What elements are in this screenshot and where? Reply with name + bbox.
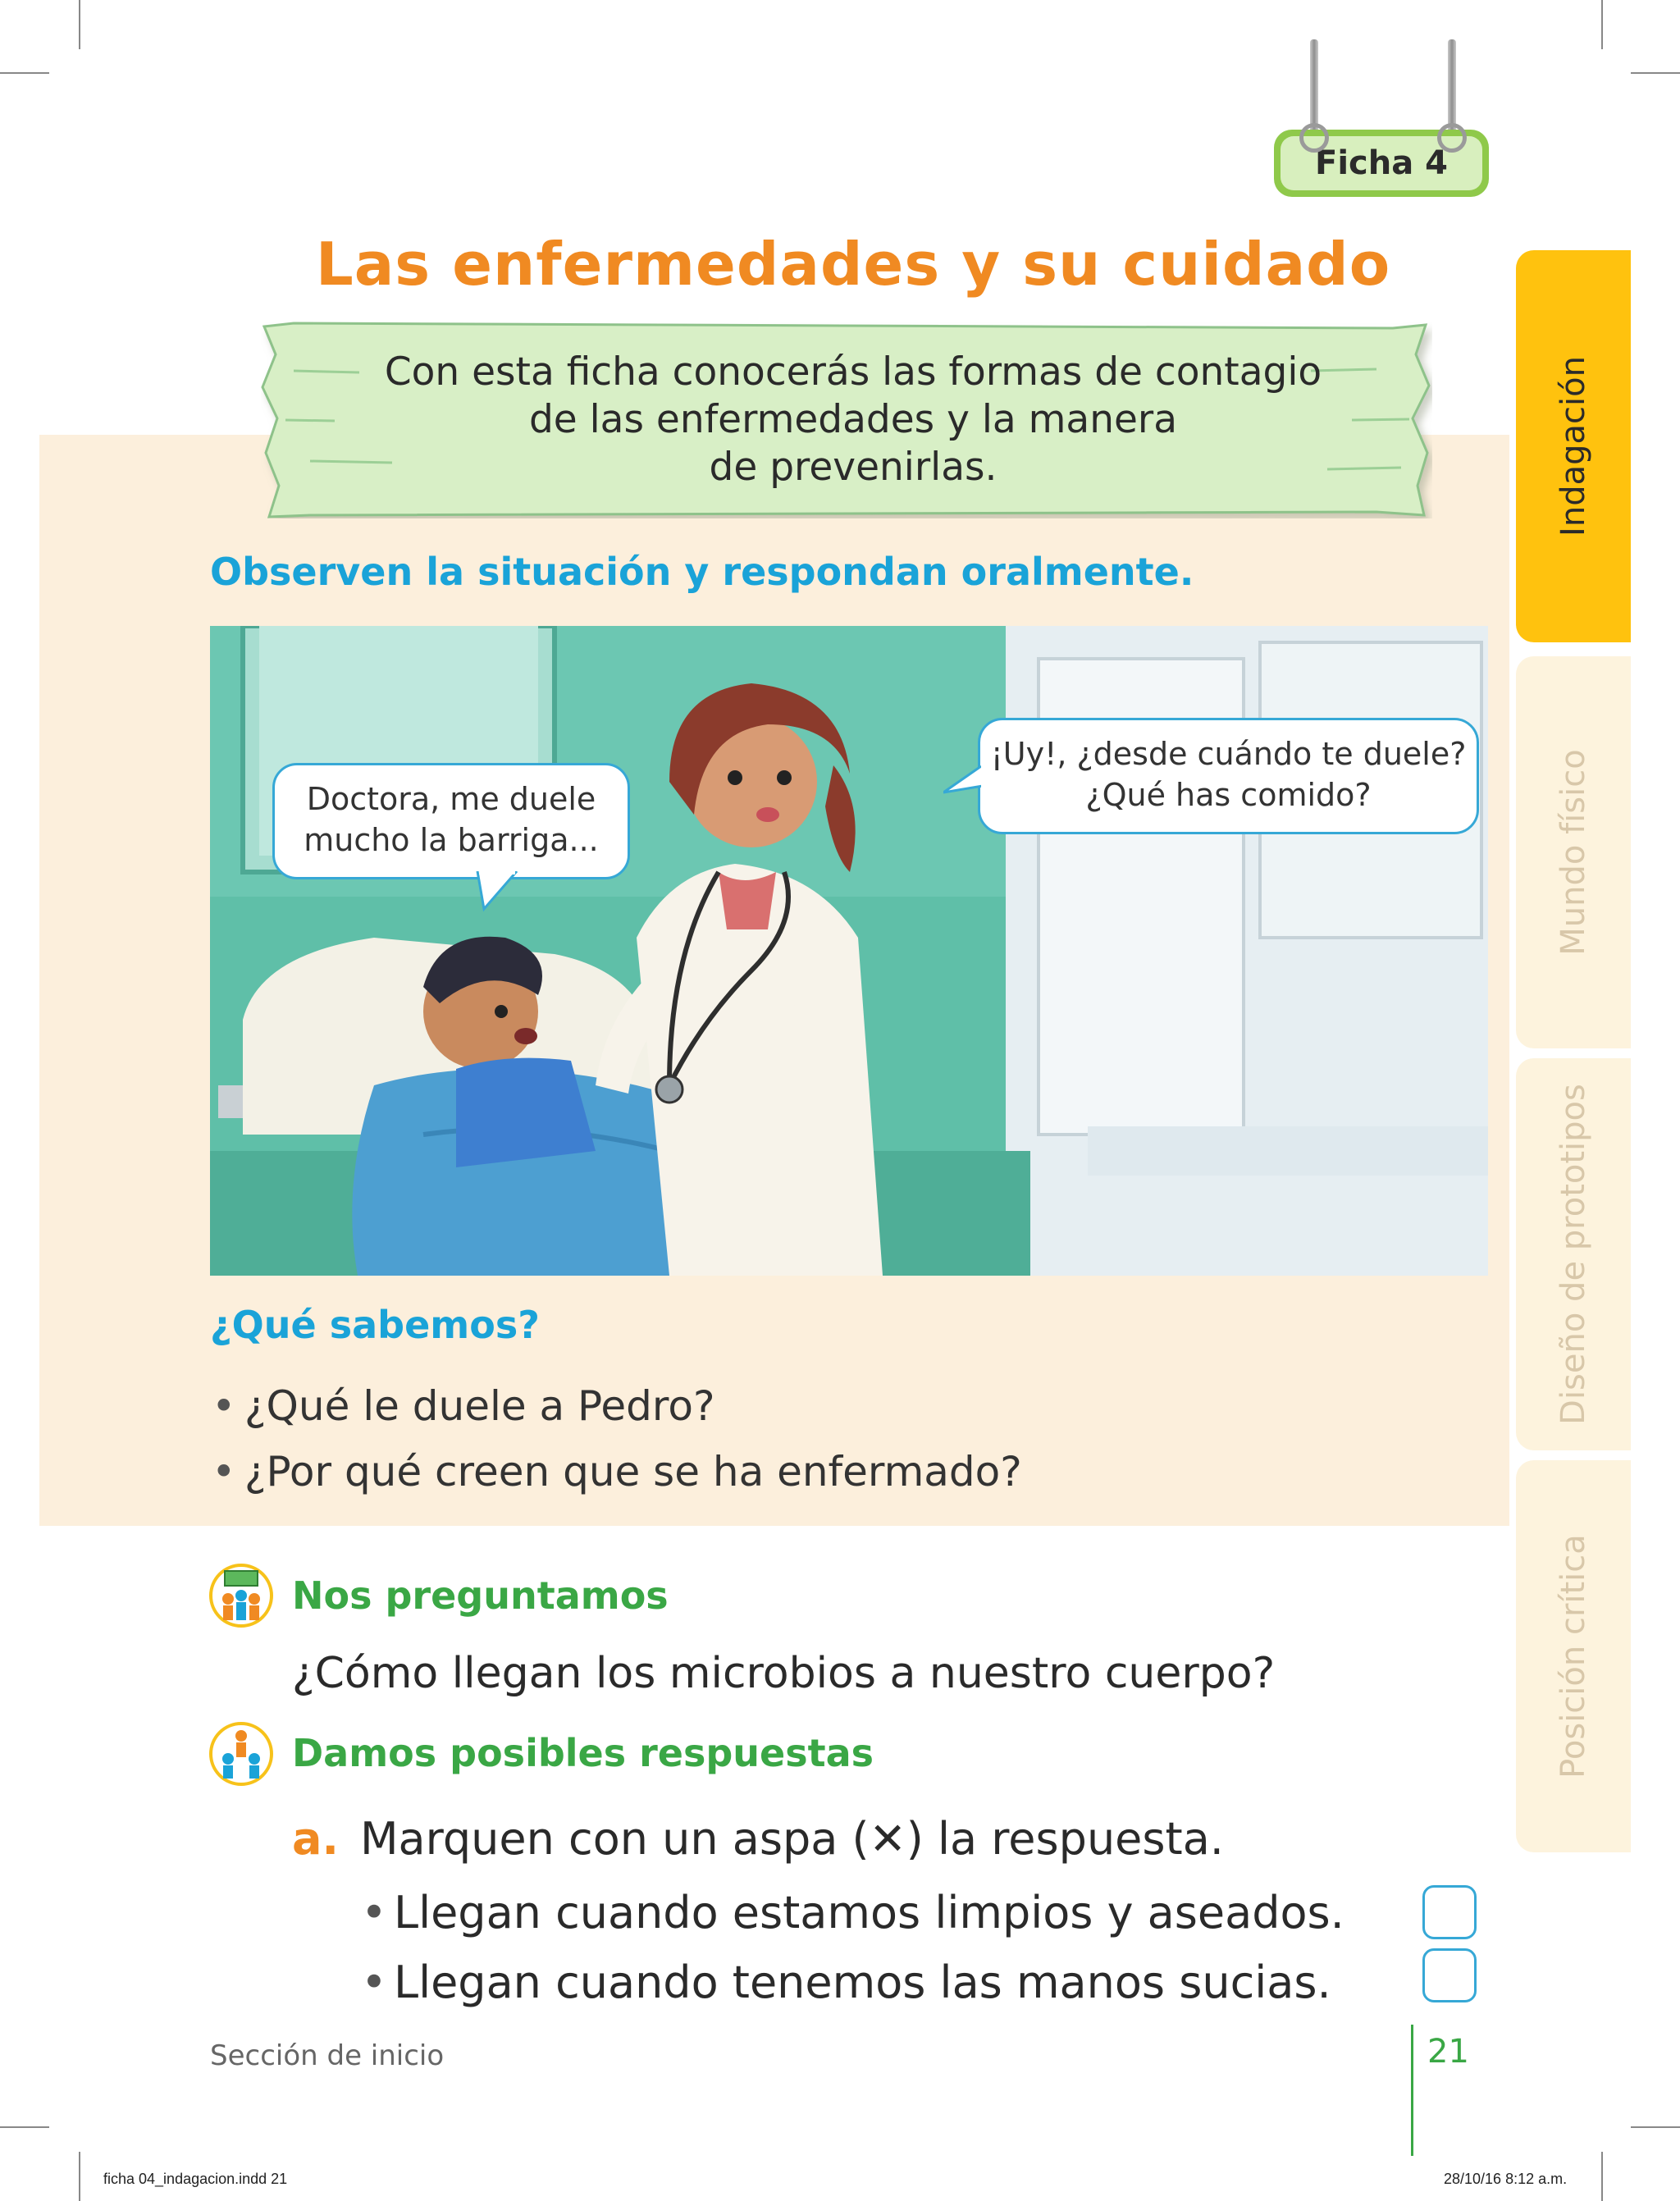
page-number: 21	[1427, 2033, 1469, 2071]
tag-ring	[1437, 123, 1467, 153]
tab-indagacion[interactable]	[1516, 250, 1631, 642]
intro-line: de las enfermedades y la manera	[528, 397, 1178, 442]
tab-label: Mundo físico	[1554, 749, 1592, 956]
bubble-tail	[943, 763, 986, 796]
option-checkbox-1[interactable]	[1422, 1885, 1477, 1939]
question-item	[212, 1382, 715, 1430]
answers-heading: Damos posibles respuestas	[292, 1731, 874, 1775]
crop-mark	[79, 0, 80, 49]
tab-label: Posición crítica	[1554, 1534, 1592, 1779]
bubble-line: mucho la barriga...	[304, 822, 599, 858]
section-name: Sección de inicio	[210, 2039, 445, 2072]
bullet: •	[361, 1887, 387, 1938]
item-letter: a.	[292, 1813, 339, 1865]
tab-label: Indagación	[1554, 356, 1592, 537]
we-ask-heading: Nos preguntamos	[292, 1573, 669, 1618]
footer-divider	[1411, 2025, 1413, 2156]
group-question-icon	[208, 1563, 274, 1628]
bubble-line: ¡Uy!, ¿desde cuándo te duele?	[990, 736, 1467, 772]
option-text: Llegan cuando tenemos las manos sucias.	[394, 1957, 1331, 2008]
speech-bubble-doctor	[978, 718, 1479, 834]
bullet: •	[212, 1382, 236, 1430]
crop-mark	[1631, 2126, 1680, 2128]
intro-line: Con esta ficha conocerás las formas de contagio	[384, 349, 1322, 395]
question-text: ¿Qué le duele a Pedro?	[244, 1382, 715, 1430]
crop-mark	[1631, 72, 1680, 74]
tab-mundo-fisico[interactable]	[1516, 656, 1631, 1048]
bubble-tail	[476, 871, 525, 912]
ficha-label: Ficha 4	[1281, 136, 1482, 190]
slug-file: ficha 04_indagacion.indd 21	[103, 2171, 288, 2187]
tab-diseno-prototipos[interactable]	[1516, 1058, 1631, 1450]
intro-line: de prevenirlas.	[709, 445, 998, 490]
tag-ring	[1299, 123, 1329, 153]
crop-mark	[1601, 0, 1603, 49]
item-instruction: Marquen con un aspa (✕) la respuesta.	[359, 1813, 1224, 1865]
page-title: Las enfermedades y su cuidado	[315, 230, 1391, 299]
question-text: ¿Por qué creen que se ha enfermado?	[244, 1448, 1022, 1495]
crop-mark	[1601, 2152, 1603, 2201]
answer-option	[361, 1887, 1344, 1938]
intro-text	[328, 349, 1378, 491]
group-answer-icon	[208, 1721, 274, 1787]
tab-posicion-critica[interactable]	[1516, 1460, 1631, 1852]
crop-mark	[0, 72, 49, 74]
main-question: ¿Cómo llegan los microbios a nuestro cuerpo?	[292, 1649, 1276, 1698]
option-checkbox-2[interactable]	[1422, 1948, 1477, 2002]
bubble-line: Doctora, me duele	[306, 781, 596, 817]
speech-bubble-boy	[272, 763, 630, 879]
answer-option	[361, 1957, 1331, 2008]
option-text: Llegan cuando estamos limpios y aseados.	[394, 1887, 1344, 1938]
crop-mark	[79, 2152, 80, 2201]
slug-date: 28/10/16 8:12 a.m.	[1444, 2171, 1568, 2187]
question-item	[212, 1448, 1022, 1495]
crop-mark	[0, 2126, 49, 2128]
observe-heading: Observen la situación y respondan oralmente.	[210, 550, 1194, 594]
what-we-know-heading: ¿Qué sabemos?	[210, 1303, 540, 1347]
bullet: •	[361, 1957, 387, 2008]
activity-item-a	[292, 1813, 1224, 1865]
tab-label: Diseño de prototipos	[1554, 1084, 1592, 1425]
bullet: •	[212, 1448, 236, 1495]
bubble-line: ¿Qué has comido?	[1085, 777, 1372, 813]
